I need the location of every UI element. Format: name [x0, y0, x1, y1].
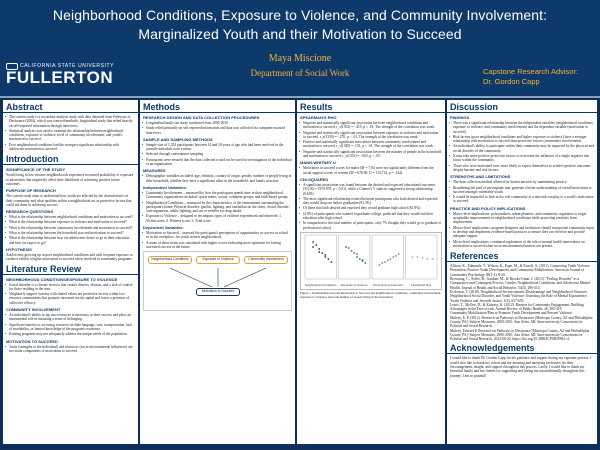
results-item: • Of those that both desired and expected they would graduate high school (81.8%). [303, 206, 442, 210]
methods-item: • Sample size of 1,354 participants between 14 and 18 years of age who had been involved in the juvenile and adult court system [146, 143, 292, 152]
arrow-line [224, 268, 266, 287]
significance-text: Youth living in low-income neighborhoods experience increased probability of exposure to adversities that negatively affect their likelihood of achieving positive future outcomes. [6, 173, 134, 186]
scatter-point [387, 259, 389, 261]
scatter-series-label: Neighborhood Conditions [304, 282, 337, 287]
scatter-point [398, 253, 400, 255]
methods-sub-1: RESEARCH DESIGN AND DATA COLLECTION PROCEDURES [143, 115, 260, 120]
variable-diagram [143, 251, 292, 311]
methods-list-2 [140, 143, 295, 166]
discussion-sub-3: PRACTICE AND POLICY IMPLICATIONS [450, 205, 526, 211]
scatter-point [356, 253, 358, 255]
scatter-point [315, 244, 317, 246]
advisor-block [483, 67, 593, 87]
methods-sub-3: MEASURES [143, 168, 166, 174]
diagram-box-community: Community Involvement [244, 256, 288, 264]
university-logo [6, 63, 116, 95]
scatter-point [345, 246, 347, 248]
scatter-point [318, 248, 320, 250]
lit-item: • An individual's ability to tap into resources is necessary to their success and plays an instrumental role in nurturing a sense of belonging. [9, 313, 135, 322]
scatter-point [331, 261, 333, 263]
scatter-panel [372, 235, 404, 279]
scatter-point [384, 261, 386, 263]
results-list-1 [297, 121, 445, 158]
discussion-item: • Macro-level implications: policymakers, urban planners, and community organizers to target sustainable improvements in neighborhood conditions while protecting residents from displacement. [453, 212, 594, 225]
results-sub-3: CHI-SQUARED [300, 176, 329, 182]
scatter-point [327, 258, 329, 260]
abstract-item: • The current study is a secondary analysis study with data obtained from Pathways to Desistance (2004), which was a mixed-methods, longitudinal study that relied heavily on self-reported information through interviews. [9, 115, 135, 128]
lit-list-2 [3, 313, 138, 336]
title-line-1: Neighborhood Conditions, Exposure to Violence, and Community Involvement: [52, 7, 548, 23]
discussion-list-3 [447, 212, 597, 248]
results-item: • Negative and statistically significant association between the number of people in the household and motivation to succeed, r_s(1353) = -.063, p < .05. [303, 150, 442, 159]
reference-item: Lewis, T., McGee, D., & Kalnasy, K. (2012). Barriers for Community Engagement: Building Advantages in the Face of risk. Annual Review of Public Health, 26, 399-419. [450, 302, 584, 312]
reference-item: Mulvey, Edward P. Research on Pathways to Desistance [Maricopa County, AZ and Philadelphia County, PA]: Subject Measures, 2000-2010. Ann Arbor, MI: Inter-university Consortium for Political and Social Research, 2012-08-20. https://doi.org/10.3886/ICPSR29961.v1 [450, 328, 590, 342]
methods-list-1 [140, 121, 295, 135]
question-item: • What is the relationship between how far adolescents desire to go in their education and how far expect to go? [9, 236, 135, 245]
results-sub-2: MANN-WHITNEY U [300, 160, 336, 166]
question-item: • What is the relationship between community involvement and motivation to succeed? [9, 226, 135, 230]
scatter-point [324, 254, 326, 256]
discussion-item: • There was a significant relationship between the independent variables (neighborhood conditions, exposure to violence, and community involvement) and the dependent variable (motivation to succeed). [453, 121, 594, 134]
advisor-label: Capstone Research Advisor: [483, 67, 579, 76]
questions-heading: RESEARCH QUESTIONS [6, 209, 54, 215]
discussion-list-2 [447, 180, 597, 203]
author-name: Maya Miscione [268, 53, 332, 64]
methods-heading: Methods [140, 100, 295, 113]
results-item: • (4.8%) of participants who wanted to graduate college, predicted that they would end their education after high school. [303, 212, 442, 221]
scatter-point [422, 257, 424, 259]
question-item: • What is the relationship between the household size and motivation to succeed? [9, 231, 135, 235]
lit-item: • Traits (strengths of the individual) and resources (socio-environmental influences) are two main components of motivation to succeed. [9, 345, 135, 354]
department-name: Department of Social Work [250, 68, 350, 78]
title-line-2: Marginalized Youth and their Motivation to Succeed [138, 26, 462, 42]
column-1 [3, 100, 138, 444]
scatter-point [353, 252, 355, 254]
seal-icon [6, 63, 18, 70]
reference-item: Browning, C., Soller, B., Gardner, M., & Brooks-Gunn, J. (2013). "Feeling Disorder" as a Comparative and Contingent Process: Gender, Neighborhood Conditions, and Adolescent Mental Health. Journal of Health and Social Behavior, 54(3), 296-314. [450, 277, 590, 290]
reference-item: Community Mobilization Plan to Promote Youth Development and Prevent Violence. [450, 311, 573, 316]
lit-item: • Social disorder is a chronic stressor that creates distress, distrust, and a lack of control for those residing in the area. [9, 283, 135, 292]
discussion-item: • Broadening the pool of participants may generate a better understanding of overall motivation to succeed amongst vulnerable youth. [453, 186, 594, 195]
lit-sub-3: MOTIVATION TO SUCCEED [6, 338, 58, 344]
iv-item: • Neighborhood Conditions – measured by the characteristics of the environment surrounding the participant's home: Physical disorder: graffiti, fighting, and vandalism on the street; Social disorder: loud arguments, adults fighting, and use of needles for drug intake [146, 201, 292, 214]
discussion-item: • An individual's ability to participate within their community may be impacted by the physical and social disorder of the community. [453, 144, 594, 153]
discussion-item: • The data collection method allowed for honest answers by maintaining privacy. [453, 180, 594, 184]
column-3 [297, 100, 445, 444]
scatter-point [390, 258, 392, 260]
methods-sub-2: SAMPLE AND SAMPLING METHODS [143, 136, 213, 142]
methods-list-3 [140, 174, 295, 183]
diagram-box-violence: Exposure to Violence [196, 256, 240, 264]
acknowledgements-heading: Acknowledgements [447, 341, 597, 354]
scatter-point [427, 258, 429, 260]
purpose-heading: PURPOSE OF RESEARCH [6, 188, 56, 194]
results-item: • A significant association was found between the desired and expected educational outcomes (X²(16) = 1979.879, p < 0.01), while a Cramer's V statistic suggested a strong relationship (0.605). [303, 183, 442, 196]
scatter-point [412, 256, 414, 258]
methods-item: • Longitudinal multi-site study conducted from 2000-2010 [146, 121, 292, 125]
results-item: • Negative and statistically significant association between neighborhood conditions and motivation to succeed, r_s(1352) = -.415, p < .01. The strength of the correlation was weak. [303, 121, 442, 130]
logo-university-text: CALIFORNIA STATE UNIVERSITY [20, 63, 115, 69]
dv-list [140, 231, 295, 249]
abstract-item: • Poor neighborhood conditions had the strongest significant relationship with adolescent motivation to succeed. [9, 143, 135, 152]
reference-item: Eccleston, T. (2018). Neighborhood Socioeconomic Disadvantage and Neighborhood Structure, Neighborhood Social Disorder, and Youth Violence: Assessing the Role of Mental Equivalence. Youth Violence and Juvenile Justice, 1(6), 637-655. [450, 289, 588, 303]
iv-list [140, 191, 295, 223]
scatter-point [417, 256, 419, 258]
scatter-panel [305, 235, 337, 279]
discussion-heading: Discussion [447, 100, 597, 113]
acknowledgements-text: I would like to thank Dr. Gordon Capp for his guidance and support during my capstone process. I would also like to thank my cohort and my amazing and nurturing professors for their encouragement, insight, and support throughout this process. Lastly, I would like to thank my beautiful family and my friends for supporting and loving me unconditionally throughout this journey. I am so grateful! [450, 356, 592, 378]
figure-caption: Figure 1. Relationship between Motivation to Succeed and neighborhood conditions, community involvement, exposure to violence, and total number of people living in the household. [300, 290, 442, 299]
dv-heading: Dependent Variables: [143, 225, 184, 231]
advisor-name: Dr. Gordon Capp [483, 77, 540, 86]
scatter-point [432, 258, 434, 260]
abstract-heading: Abstract [3, 100, 138, 113]
scatter-point [362, 260, 364, 262]
literature-heading: Literature Review [3, 262, 138, 275]
scatter-point [359, 258, 361, 260]
hypothesis-heading: HYPOTHESIS [6, 246, 32, 252]
iv-item: • Exposure to Violence – designed to encompass types of violence experienced and observed: 1. Victim score; 2. Witness score; 3. Total score [146, 214, 292, 223]
scatter-point [364, 262, 366, 264]
discussion-sub-1: FINDINGS [450, 115, 470, 120]
diagram-box-motivation: Motivation to Succeed [196, 288, 240, 296]
lit-list-3 [3, 345, 138, 354]
column-4 [447, 100, 597, 444]
discussion-item: • It would be impactful to look at the role community as a network can play to a youth's motivation to succeed. [453, 195, 594, 204]
scatter-point [381, 262, 383, 264]
dv-item: • Motivation to Succeed – assessed the participant's perceptions of opportunities at success in school or in the workplace, for youth in their neighborhood. [146, 231, 292, 240]
poster-header [0, 0, 600, 98]
methods-item: • Study relied primarily on self-reported information and data was collected via computer-assisted interviews [146, 126, 292, 135]
discussion-item: • Mezzo-level implications: program designers and facilitators should incorporate community input to develop and implement evidence-based practices to ensure they are effective and provide adequate support. [453, 226, 594, 239]
dv-item: • A mean of these items was calculated with higher scores indicating more optimism for having increased success in the future. [146, 241, 292, 250]
purpose-text: The current study aims to understand how youth are affected by the characteristics of their community and what qualities within a neighborhood act as protective factors that could aid them in achieving success. [6, 194, 132, 207]
scatter-series-label: Exposure to Violence [341, 282, 368, 287]
scatter-point [348, 247, 350, 249]
lit-item: • Existing programs may not adequately address the unique needs of the population. [9, 332, 135, 336]
scatter-point [379, 264, 381, 266]
scatter-point [318, 251, 320, 253]
discussion-sub-2: STRENGTHS AND LIMITATIONS [450, 174, 511, 180]
diagram-box-neighborhood: Neighborhood Conditions [148, 256, 192, 264]
scatter-point [324, 256, 326, 258]
significance-heading: SIGNIFICANCE OF THE STUDY [6, 167, 66, 173]
results-item: • In comparison to the total number of participants, only 7% thought they would go to graduate or professional school. [303, 221, 442, 230]
scatter-point [351, 250, 353, 252]
discussion-item: • It may take more positive protective factors to overcome the influence of a single negative risk factor within the community. [453, 154, 594, 163]
scatter-series-label: Community Involvement [372, 282, 403, 287]
scatter-series-label: Household Size [411, 282, 432, 287]
methods-item: • Selected through convenience sampling [146, 152, 292, 156]
scatter-chart [301, 233, 441, 289]
scatter-point [321, 252, 323, 254]
discussion-item: • Micro-level implications: continued exploration of the role of mental health intervention on motivation to succeed when socio-environmental barriers are present. [453, 240, 594, 249]
methods-item: • Demographic variables included: age, ethnicity, country of origin, gender, number of people living in their household, whether they have a significant other in the household, and family structure [146, 174, 292, 183]
lit-item: • Neighborly support systems with shared values are protective factors within low-resource communities that promote increased social capital and foster a presence of collective efficacy. [9, 292, 135, 305]
scatter-figure [300, 232, 442, 290]
abstract-item: • Statistical analysis was used to examine the relationship between neighborhood conditions, exposure to violence, level of community involvement, and youth's motivation to succeed. [9, 129, 135, 142]
scatter-point [356, 256, 358, 258]
results-item: • The most significant relationship existed between participants who both desired and expected they would drop out before graduation (81.3%). [303, 197, 442, 206]
hypothesis-text: Adolescents growing up in poor neighborhood conditions and with frequent exposure to violence exhibit a higher motivation to succeed when involved in community programs. [6, 252, 133, 262]
question-item: • What is the relationship between neighborhood conditions and motivation to succeed? [9, 215, 135, 219]
discussion-item: • Risk factors (poor neighborhood conditions and higher exposure to violence) have a stronger relationship with motivation to succeed than protective factors (community involvement). [453, 135, 594, 144]
lit-sub-2: COMMUNITY INVOLVEMENT [6, 307, 61, 313]
results-heading: Results [297, 100, 445, 113]
question-item: • What is the relationship between exposure to violence and motivation to succeed? [9, 220, 135, 224]
results-list-3 [297, 183, 445, 230]
scatter-point [395, 255, 397, 257]
lit-sub-1: NEIGHBORHOOD CONDITIONS/EXPOSURE TO VIOLENCE [6, 276, 118, 282]
arrow-line [170, 268, 212, 287]
diagram-arrows [144, 252, 291, 310]
lit-item: • Significant barriers to accessing resources include language, cost, transportation, lack of availability, or limited knowledge of the program's existence. [9, 323, 135, 332]
results-list-2 [297, 166, 445, 175]
scatter-point [392, 256, 394, 258]
reference-item: Allison, K., Edmonds, T., Wilson, K., Pope, M., & Farrell, A. (2011). Connecting Youth Violence Prevention, Positive Youth Development, and Community Mobilization. American Journal of Community Psychology 48(1-2), 8-20. [450, 264, 590, 277]
methods-item: • Participants were ensured that the data collected would not be used for investigation of the individual or an organization. [146, 158, 292, 167]
iv-heading: Independent Variables: [143, 184, 187, 190]
reference-item: Mulvey, E. P. (2012). Research on Pathways to Desistance [Maricopa County, AZ and Philadelphia County, PA]: Subject Measures, 2000-2010. Ann Arbor, MI: Inter-university Consortium for Political and Social Research. [450, 315, 593, 329]
questions-list [3, 215, 138, 245]
column-2 [140, 100, 295, 444]
iv-item: • Community Involvement – measured by how the participant spends time in their neighborhood. Community organizations included: sports teams, scouts, volunteer groups, and faith-based groups [146, 191, 292, 200]
abstract-list [3, 115, 138, 151]
results-item: • Negative and statistically significant association between exposure to violence and motivation to succeed, r_s(1350) = -.270, p < .01. The strength of the correlation was weak. [303, 131, 442, 140]
discussion-item: • Those who were motivated were more likely to expect themselves to achieve positive outcomes despite barriers and risk factors. [453, 164, 594, 173]
discussion-list-1 [447, 121, 597, 172]
scatter-panel [339, 235, 371, 279]
scatter-point [312, 241, 314, 243]
scatter-panel [406, 235, 438, 279]
references-heading: References [447, 249, 597, 262]
results-item: • Positive and statistically significant association between community involvement and motivation to succeed, r_s(1349) = .101, p < .01. The strength of the correlation was weak. [303, 140, 442, 149]
logo-fullerton-text: FULLERTON [6, 68, 114, 87]
results-item: • Motivation to succeed scores for males (M = 716) were not significantly different from the social support scores of women (M = 678.00, U = 114,714, p = .144). [303, 166, 442, 175]
scatter-point [312, 246, 314, 248]
lit-list-1 [3, 283, 138, 305]
introduction-heading: Introduction [3, 152, 138, 165]
results-sub-1: SPEARMAN'S RHO [300, 115, 337, 120]
